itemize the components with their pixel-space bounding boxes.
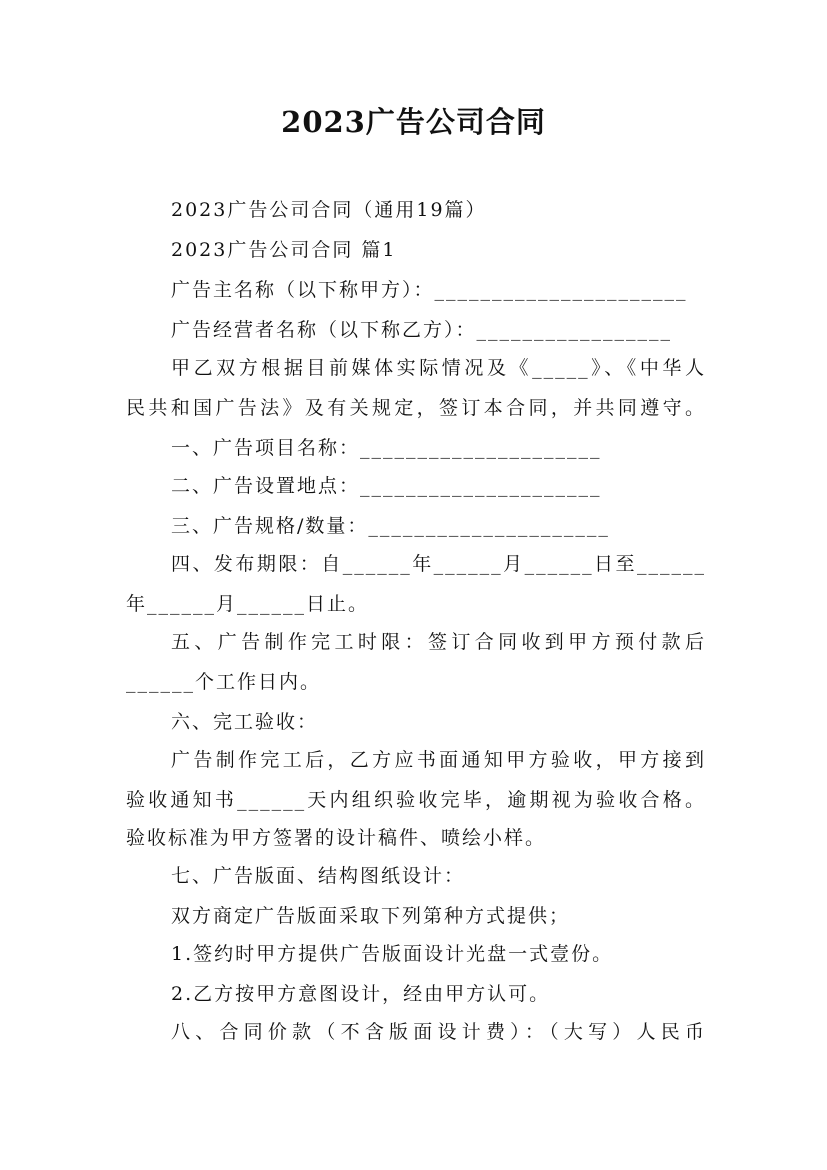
line-preamble-1: 甲乙双方根据目前媒体实际情况及《_____》、《中华人 [171,357,706,379]
line-item-6-body-2: 验收通知书______天内组织验收完毕，逾期视为验收合格。 [126,789,706,811]
line-section-heading: 2023广告公司合同 篇1 [171,239,397,261]
line-party-a: 广告主名称（以下称甲方）：______________________ [171,279,688,301]
line-subtitle: 2023广告公司合同（通用19篇） [171,199,487,221]
line-item-4-b: 年______月______日止。 [126,593,370,615]
line-item-6-body-1: 广告制作完工后，乙方应书面通知甲方验收，甲方接到 [171,749,706,771]
line-item-5-a: 五、广告制作完工时限：签订合同收到甲方预付款后 [171,631,706,653]
line-item-8: 八、合同价款（不含版面设计费）：（大写）人民币 [171,1021,706,1043]
line-item-3: 三、广告规格/数量：_____________________ [171,515,610,537]
line-item-7: 七、广告版面、结构图纸设计： [171,865,466,887]
document-title: 2023广告公司合同 [281,105,546,139]
line-item-1: 一、广告项目名称：_____________________ [171,437,602,459]
line-party-b: 广告经营者名称（以下称乙方）：_________________ [171,319,673,341]
line-item-7-body: 双方商定广告版面采取下列第种方式提供； [171,905,571,927]
line-item-7-option-1: 1.签约时甲方提供广告版面设计光盘一式壹份。 [171,943,614,965]
line-item-6-body-3: 验收标准为甲方签署的设计稿件、喷绘小样。 [126,827,547,849]
line-item-5-b: ______个工作日内。 [126,671,322,693]
line-preamble-2: 民共和国广告法》及有关规定，签订本合同，并共同遵守。 [126,397,706,419]
line-item-2: 二、广告设置地点：_____________________ [171,475,602,497]
line-item-4-a: 四、发布期限：自______年______月______日至______ [171,553,706,575]
line-item-7-option-2: 2.乙方按甲方意图设计，经由甲方认可。 [171,983,551,1005]
line-item-6: 六、完工验收： [171,711,319,733]
